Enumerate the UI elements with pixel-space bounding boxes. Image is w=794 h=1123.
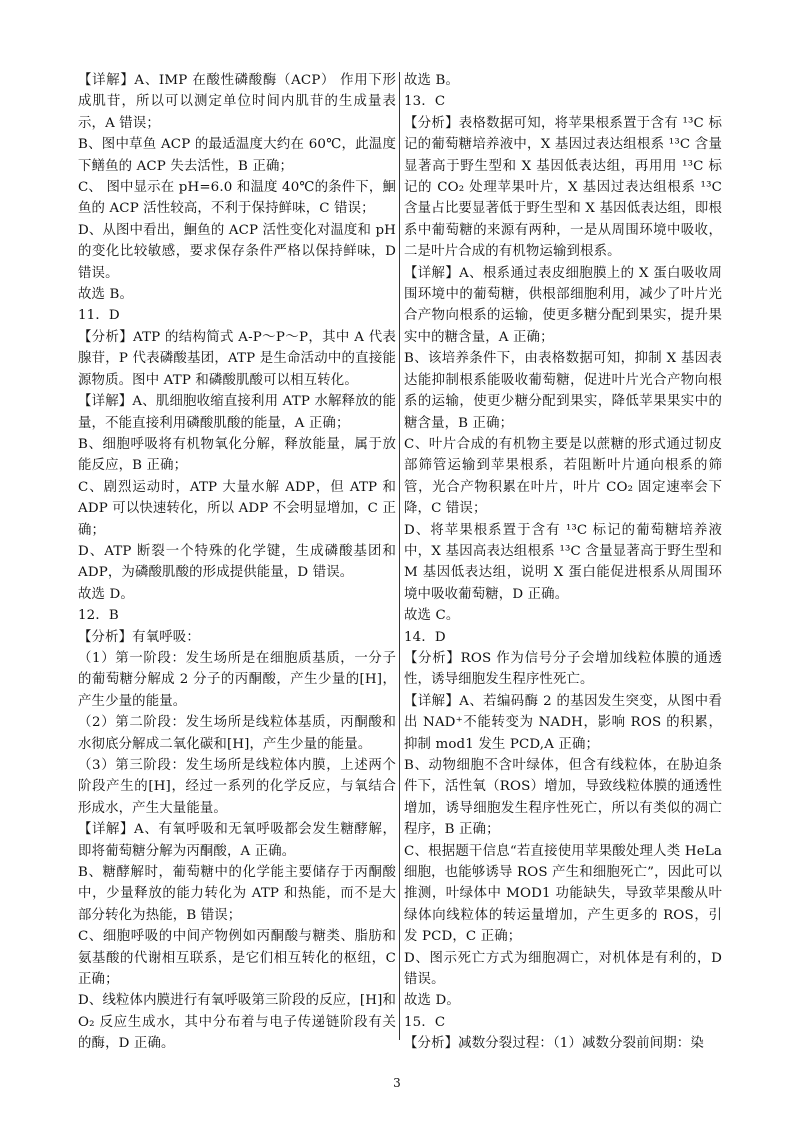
paragraph: 【分析】有氧呼吸： [78, 629, 200, 645]
left-column [78, 70, 396, 1055]
paragraph: 故选 D。 [78, 586, 134, 602]
page-number: 3 [393, 1076, 401, 1090]
paragraph: C、根据题干信息“若直接使用苹果酸处理人类 HeLa 细胞，也能够诱导 ROS 产生和细胞死亡”，因此可以推测，叶绿体中 MOD1 功能缺失，导致苹果酸从叶绿体向线粒体的转运量增加，产生更多的 ROS，引发 PCD，C 正确； [404, 843, 722, 945]
question-answer: 14．D [404, 629, 446, 645]
paragraph: 【分析】表格数据可知，将苹果根系置于含有 ¹³C 标记的葡萄糖培养液中，X 基因过表达组根系 ¹³C 含量显著高于野生型和 X 基因低表达组，再用用 ¹³C 标记的 CO₂ 处理苹果叶片，X 基因过表达组根系 ¹³C 含量占比要显著低于野生型和 X 基因低表达组，即根系中葡萄糖的来源有两种，一是从周围环境中吸收，二是叶片合成的有机物运输到根系。 [404, 115, 722, 260]
question-answer: 11．D [78, 308, 120, 324]
question-answer: 15．C [404, 1014, 446, 1030]
paragraph: （2）第二阶段：发生场所是线粒体基质，丙酮酸和水彻底分解成二氧化碳和[H]，产生少量的能量。 [78, 715, 396, 752]
paragraph: （1）第一阶段：发生场所是在细胞质基质，一分子的葡萄糖分解成 2 分子的丙酮酸，产生少量的[H]，产生少量的能量。 [78, 650, 396, 709]
paragraph: 【详解】A、根系通过表皮细胞膜上的 X 蛋白吸收周围环境中的葡萄糖，供根部细胞利用，减少了叶片光合产物向根系的运输，使更多糖分配到果实，提升果实中的糖含量，A 正确； [404, 265, 722, 345]
paragraph: B、该培养条件下，由表格数据可知，抑制 X 基因表达能抑制根系能吸收葡萄糖，促进叶片光合产物向根系的运输，使更少糖分配到果实，降低苹果果实中的糖含量，B 正确； [404, 351, 722, 431]
paragraph: 【详解】A、肌细胞收缩直接利用 ATP 水解释放的能量，不能直接利用磷酸肌酸的能量，A 正确； [78, 394, 396, 431]
paragraph: D、将苹果根系置于含有 ¹³C 标记的葡萄糖培养液中，X 基因高表达组根系 ¹³C 含量显著高于野生型和 M 基因低表达组，说明 X 蛋白能促进根系从周围环境中吸收葡萄糖，D 正确。 [404, 522, 722, 602]
paragraph: C、 图中显示在 pH=6.0 和温度 40℃的条件下，鮰鱼的 ACP 活性较高，不利于保持鲜味，C 错误； [78, 180, 396, 217]
paragraph: D、ATP 断裂一个特殊的化学键，生成磷酸基团和 ADP，为磷酸肌酸的形成提供能量，D 错误。 [78, 543, 396, 581]
paragraph: 【分析】减数分裂过程：（1）减数分裂前间期：染 [404, 1036, 704, 1052]
paragraph: C、细胞呼吸的中间产物例如丙酮酸与糖类、脂肪和氨基酸的代谢相互联系，是它们相互转化的枢纽，C 正确； [78, 929, 396, 988]
question-answer: 12．B [78, 608, 119, 624]
paragraph: B、糖酵解时，葡萄糖中的化学能主要储存于丙酮酸中，少量释放的能力转化为 ATP 和热能，而不是大部分转化为热能，B 错误； [78, 865, 396, 923]
paragraph: 故选 B。 [78, 287, 134, 303]
paragraph: 【分析】ROS 作为信号分子会增加线粒体膜的通透性，诱导细胞发生程序性死亡。 [404, 650, 722, 688]
paragraph: 故选 C。 [404, 608, 460, 624]
right-column [404, 70, 722, 1055]
paragraph: 【详解】A、若编码酶 2 的基因发生突变，从图中看出 NAD⁺不能转变为 NADH，影响 ROS 的积累，抑制 mod1 发生 PCD,A 正确； [404, 693, 722, 752]
paragraph: 【分析】ATP 的结构简式 A-P～P～P，其中 A 代表腺苷，P 代表磷酸基团，ATP 是生命活动中的直接能源物质。图中 ATP 和磷酸肌酸可以相互转化。 [78, 329, 396, 388]
paragraph: 故选 B。 [404, 73, 460, 88]
paragraph: 故选 D。 [404, 993, 460, 1009]
question-answer: 13．C [404, 94, 446, 110]
paragraph: B、细胞呼吸将有机物氧化分解，释放能量，属于放能反应，B 正确； [78, 436, 396, 474]
paragraph: B、图中草鱼 ACP 的最适温度大约在 60℃，此温度下鳝鱼的 ACP 失去活性，B 正确； [78, 137, 396, 174]
paragraph: D、线粒体内膜进行有氧呼吸第三阶段的反应，[H]和 O₂ 反应生成水，其中分布着与电子传递链阶段有关的酶，D 正确。 [78, 993, 396, 1052]
paragraph: C、剧烈运动时，ATP 大量水解 ADP，但 ATP 和 ADP 可以快速转化，所以 ADP 不会明显增加，C 正确； [78, 479, 396, 538]
paragraph: C、叶片合成的有机物主要是以蔗糖的形式通过韧皮部筛管运输到苹果根系，若阻断叶片通向根系的筛管，光合产物积累在叶片，叶片 CO₂ 固定速率会下降，C 错误； [404, 436, 722, 517]
paragraph: D、图示死亡方式为细胞凋亡，对机体是有利的，D 错误。 [404, 950, 722, 988]
column-divider [399, 72, 400, 1040]
paragraph: B、动物细胞不含叶绿体，但含有线粒体，在胁迫条件下，活性氧（ROS）增加，导致线粒体膜的通透性增加，诱导细胞发生程序性死亡，所以有类似的凋亡程序，B 正确； [404, 758, 722, 838]
paragraph: （3）第三阶段：发生场所是线粒体内膜，上述两个阶段产生的[H]，经过一系列的化学反应，与氧结合形成水，产生大量能量。 [78, 758, 396, 816]
paragraph: D、从图中看出，鮰鱼的 ACP 活性变化对温度和 pH 的变化比较敏感，要求保存条件严格以保持鲜味，D 错误。 [78, 222, 396, 281]
paragraph: 【详解】A、有氧呼吸和无氧呼吸都会发生糖酵解，即将葡萄糖分解为丙酮酸，A 正确。 [78, 822, 396, 859]
paragraph: 【详解】A、IMP 在酸性磷酸酶（ACP） 作用下形成肌苷，所以可以测定单位时间内肌苷的生成量表示，A 错误； [78, 73, 396, 131]
